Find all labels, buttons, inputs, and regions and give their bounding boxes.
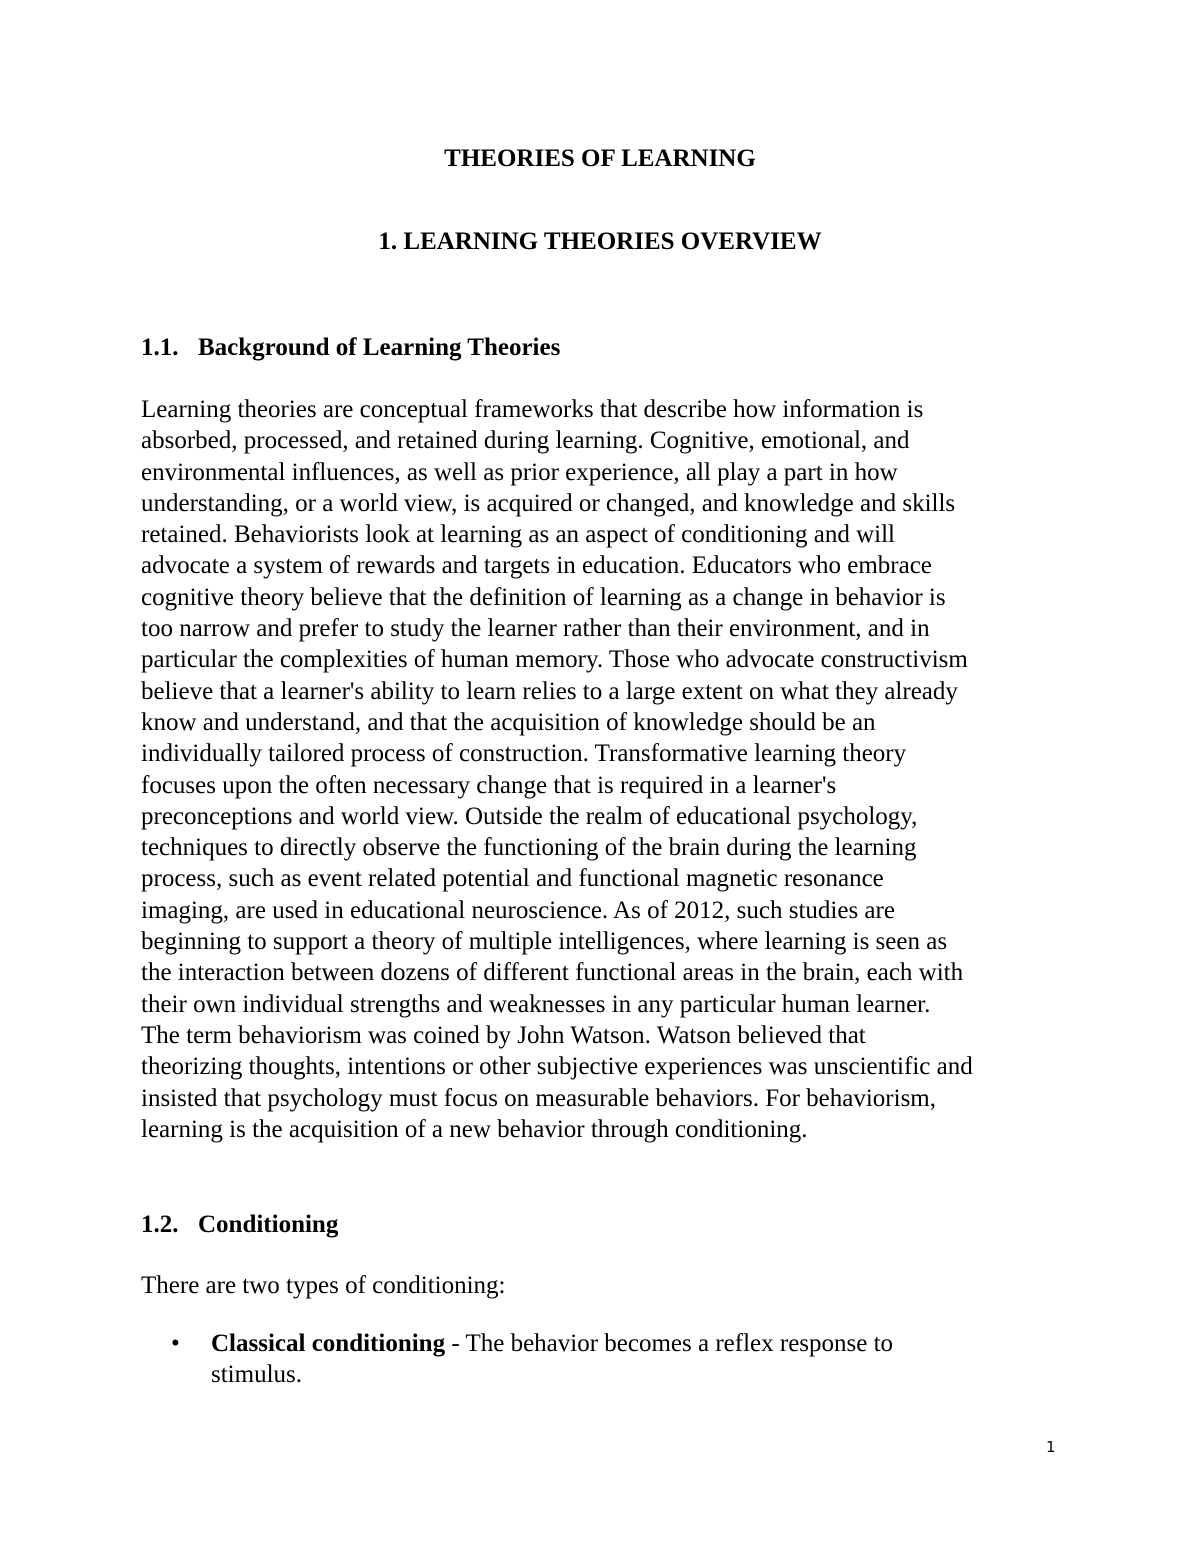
paragraph-line: techniques to directly observe the functioning of the brain during the learning [141,834,917,862]
paragraph-line: focuses upon the often necessary change that is required in a learner's [141,771,837,799]
paragraph-line: absorbed, processed, and retained during learning. Cognitive, emotional, and [141,427,910,455]
paragraph-line: the interaction between dozens of different functional areas in the brain, each with [141,959,964,987]
paragraph-line: imaging, are used in educational neuroscience. As of 2012, such studies are [141,896,895,924]
bullet-term: Classical conditioning [211,1330,446,1357]
subsection-title: Background of Learning Theories [198,334,561,361]
document-title: THEORIES OF LEARNING [444,145,756,172]
paragraph-line: believe that a learner's ability to learn relies to a large extent on what they already [141,677,958,705]
paragraph-line: cognitive theory believe that the definition of learning as a change in behavior is [141,583,946,611]
paragraph-line: individually tailored process of construction. Transformative learning theory [141,740,907,768]
subsection-number: 1.2. [141,1211,179,1238]
background-paragraph [141,394,1061,1145]
paragraph-line: Learning theories are conceptual frameworks that describe how information is [141,396,924,423]
paragraph-line: learning is the acquisition of a new behavior through conditioning. [141,1115,808,1143]
paragraph-line: beginning to support a theory of multiple intelligences, where learning is seen as [141,928,948,956]
paragraph-line: theorizing thoughts, intentions or other subjective experiences was unscientific and [141,1053,973,1081]
bullet-description: - The behavior becomes a reflex response to [445,1330,894,1357]
paragraph-line: retained. Behaviorists look at learning as an aspect of conditioning and will [141,521,895,549]
paragraph-line: their own individual strengths and weaknesses in any particular human learner. [141,990,931,1018]
paragraph-line: advocate a system of rewards and targets in education. Educators who embrace [141,552,932,580]
conditioning-intro: There are two types of conditioning: [141,1272,506,1299]
paragraph-line: particular the complexities of human memory. Those who advocate constructivism [141,646,968,674]
paragraph-line: preconceptions and world view. Outside the realm of educational psychology, [141,802,918,830]
subsection-heading-conditioning [141,1209,338,1241]
paragraph-line: understanding, or a world view, is acquired or changed, and knowledge and skills [141,489,956,517]
subsection-number: 1.1. [141,334,179,361]
page-number: 1 [1046,1438,1056,1456]
paragraph-line: The term behaviorism was coined by John Watson. Watson believed that [141,1021,866,1049]
paragraph-line: know and understand, and that the acquisition of knowledge should be an [141,708,876,736]
paragraph-line: process, such as event related potential and functional magnetic resonance [141,865,884,893]
list-item-line [211,1328,1061,1359]
subsection-title: Conditioning [198,1211,339,1238]
conditioning-types-list [141,1328,1061,1391]
section-title: 1. LEARNING THEORIES OVERVIEW [378,228,822,255]
paragraph-line: environmental influences, as well as prior experience, all play a part in how [141,458,898,486]
bullet-icon: • [171,1330,180,1357]
paragraph-line: too narrow and prefer to study the learner rather than their environment, and in [141,615,930,643]
list-item [141,1328,1061,1391]
paragraph-line: insisted that psychology must focus on measurable behaviors. For behaviorism, [141,1084,937,1112]
subsection-heading-background [141,332,560,364]
list-item-line: stimulus. [211,1361,302,1389]
